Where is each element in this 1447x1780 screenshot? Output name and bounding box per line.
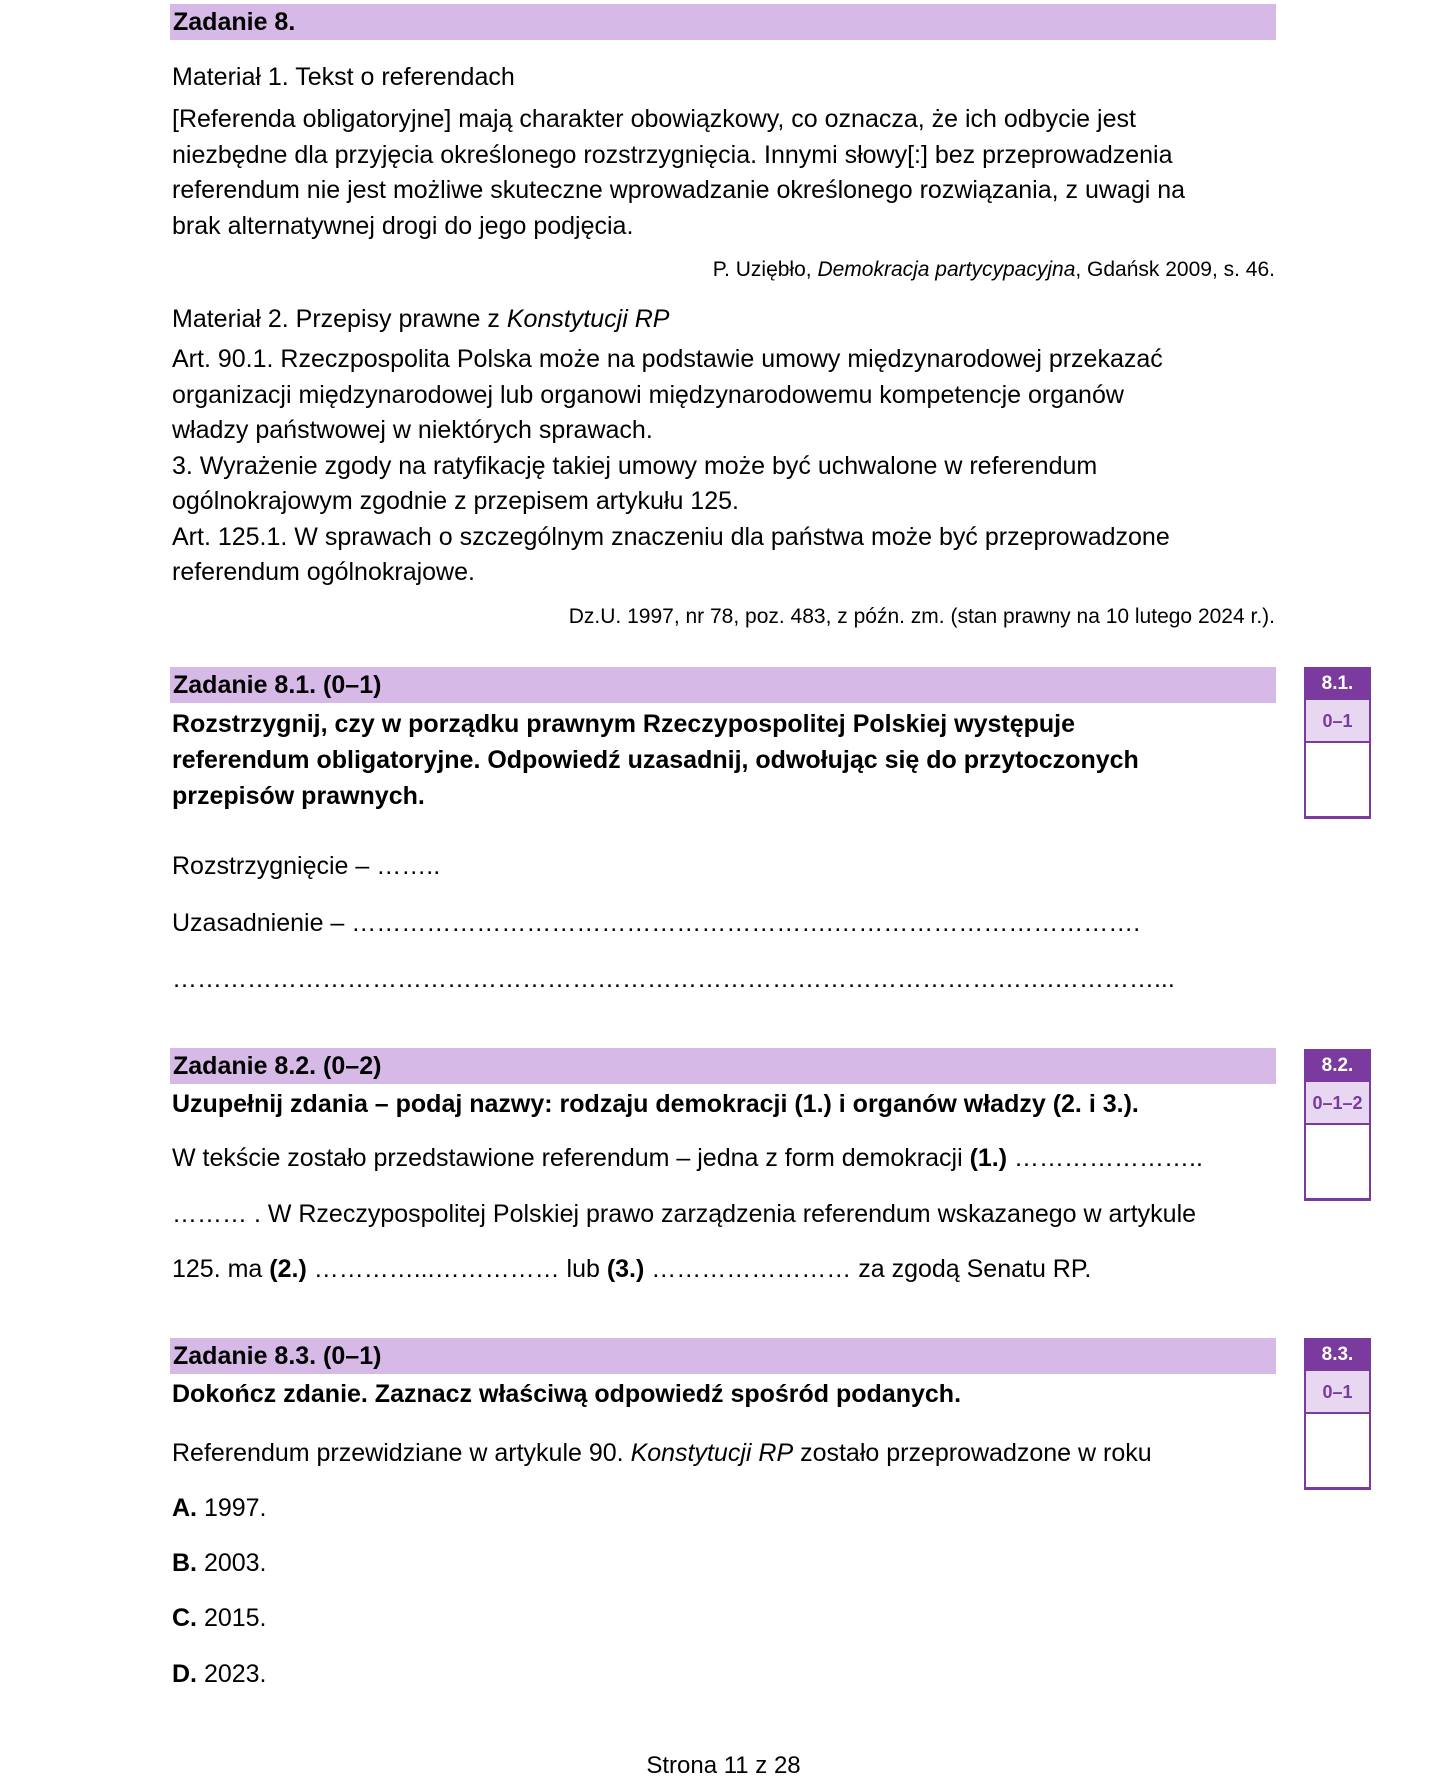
task-8-2-line[interactable]: ……… . W Rzeczypospolitej Polskiej prawo zarządzenia referendum wskazanego w artykule [172, 1200, 1197, 1228]
material-2-line: organizacji międzynarodowej lub organowi międzynarodowemu kompetencje organów [172, 380, 1124, 409]
score-box-8-1 [1304, 667, 1371, 819]
score-points: 0–1 [1304, 1371, 1371, 1414]
task-8-3-stem: Referendum przewidziane w artykule 90. Konstytucji RP zostało przeprowadzone w roku [172, 1439, 1152, 1467]
material-1-line: brak alternatywnej drogi do jego podjęcia. [172, 211, 634, 240]
answer-option-c[interactable]: C. 2015. [172, 1604, 267, 1632]
justification-answer-field[interactable]: Uzasadnienie – ………………………………………………….………………………………. [172, 909, 1141, 937]
task-8-1-instruction-line: Rozstrzygnij, czy w porządku prawnym Rzeczypospolitej Polskiej występuje [172, 710, 1076, 738]
material-1-line: niezbędne dla przyjęcia określonego rozstrzygnięcia. Innymi słowy[:] bez przeprowadzenia [172, 140, 1173, 169]
task-8-1-instruction-line: przepisów prawnych. [172, 782, 425, 810]
score-header: 8.1. [1304, 667, 1371, 700]
task-8-2-title: Zadanie 8.2. (0–2) [170, 1048, 1276, 1084]
material-2-line: 3. Wyrażenie zgody na ratyfikację takiej umowy może być uchwalone w referendum [172, 451, 1098, 480]
material-2-line: ogólnokrajowym zgodnie z przepisem artykułu 125. [172, 487, 739, 515]
score-input-box [1304, 1125, 1371, 1201]
answer-option-d[interactable]: D. 2023. [172, 1660, 267, 1688]
material-1-heading: Materiał 1. Tekst o referendach [172, 63, 515, 91]
material-2-source: Dz.U. 1997, nr 78, poz. 483, z późn. zm. (stan prawny na 10 lutego 2024 r.). [568, 605, 1275, 628]
page-number: Strona 11 z 28 [646, 1752, 801, 1779]
task-8-2-line[interactable]: 125. ma (2.) …………...…………… lub (3.) …………………… za zgodą Senatu RP. [172, 1255, 1092, 1283]
score-header: 8.2. [1304, 1049, 1371, 1082]
material-1-line: referendum nie jest możliwe skuteczne wprowadzanie określonego rozwiązania, z uwagi na [172, 176, 1186, 204]
score-points: 0–1 [1304, 700, 1371, 743]
task-8-2-instruction: Uzupełnij zdania – podaj nazwy: rodzaju demokracji (1.) i organów władzy (2. i 3.). [172, 1090, 1139, 1118]
task-8-3-instruction: Dokończ zdanie. Zaznacz właściwą odpowiedź spośród podanych. [172, 1380, 962, 1408]
material-2-line: Art. 90.1. Rzeczpospolita Polska może na podstawie umowy międzynarodowej przekazać [172, 345, 1163, 373]
task-8-1-title: Zadanie 8.1. (0–1) [170, 667, 1276, 703]
justification-answer-line[interactable]: …………………………………………………………………………………………….…………... [172, 965, 1175, 993]
decision-answer-field[interactable]: Rozstrzygnięcie – …….. [172, 852, 441, 880]
material-2-line: referendum ogólnokrajowe. [172, 558, 475, 586]
score-input-box [1304, 1414, 1371, 1490]
score-points: 0–1–2 [1304, 1082, 1371, 1125]
task-8-1-instruction-line: referendum obligatoryjne. Odpowiedź uzasadnij, odwołując się do przytoczonych [172, 746, 1139, 774]
answer-option-a[interactable]: A. 1997. [172, 1494, 267, 1522]
material-2-heading: Materiał 2. Przepisy prawne z Konstytucji RP [172, 305, 670, 333]
score-input-box [1304, 743, 1371, 819]
task-8-2-line[interactable]: W tekście zostało przedstawione referendum – jedna z form demokracji (1.) ………………….. [172, 1144, 1203, 1172]
material-2-line: Art. 125.1. W sprawach o szczególnym znaczeniu dla państwa może być przeprowadzone [172, 522, 1170, 551]
score-box-8-3 [1304, 1338, 1371, 1490]
answer-option-b[interactable]: B. 2003. [172, 1549, 267, 1577]
score-header: 8.3. [1304, 1338, 1371, 1371]
material-1-line: [Referenda obligatoryjne] mają charakter obowiązkowy, co oznacza, że ich odbycie jest [172, 105, 1136, 133]
score-box-8-2 [1304, 1049, 1371, 1201]
task-8-3-title: Zadanie 8.3. (0–1) [170, 1338, 1276, 1374]
material-1-source: P. Uziębło, Demokracja partycypacyjna, Gdańsk 2009, s. 46. [712, 258, 1275, 281]
material-2-line: władzy państwowej w niektórych sprawach. [172, 416, 653, 444]
task-8-title: Zadanie 8. [170, 4, 1276, 40]
